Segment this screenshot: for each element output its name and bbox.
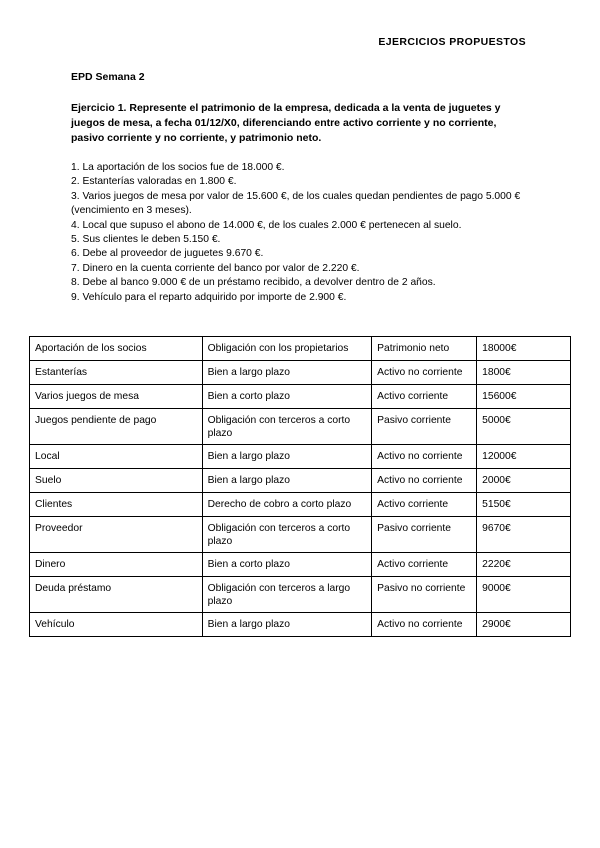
list-item: 5. Sus clientes le deben 5.150 €. <box>71 234 221 246</box>
table-cell-nature: Bien a largo plazo <box>202 445 372 469</box>
table-cell-amount: 2000€ <box>477 469 571 493</box>
list-item: 2. Estanterías valoradas en 1.800 €. <box>71 176 237 188</box>
table-cell-nature: Obligación con terceros a corto plazo <box>202 517 372 553</box>
table-cell-nature: Bien a largo plazo <box>202 361 372 385</box>
table-cell-amount: 5150€ <box>477 493 571 517</box>
table-cell-amount: 5000€ <box>477 409 571 445</box>
list-item: 3. Varios juegos de mesa por valor de 15.600 €, de los cuales quedan pendientes de pago 5.000 € (vencimiento en 3 meses). <box>71 190 521 217</box>
table-row <box>30 361 571 385</box>
table-cell-nature: Bien a largo plazo <box>202 613 372 637</box>
table-cell-classification: Activo no corriente <box>372 613 477 637</box>
table-cell-nature: Obligación con terceros a largo plazo <box>202 577 372 613</box>
table-row <box>30 409 571 445</box>
list-item: 9. Vehículo para el reparto adquirido por importe de 2.900 €. <box>71 291 347 303</box>
table-cell-classification: Pasivo corriente <box>372 409 477 445</box>
table-cell-classification: Pasivo no corriente <box>372 577 477 613</box>
table-cell-concept: Deuda préstamo <box>30 577 203 613</box>
table-cell-classification: Activo corriente <box>372 385 477 409</box>
table-row <box>30 577 571 613</box>
list-item: 4. Local que supuso el abono de 14.000 €, de los cuales 2.000 € pertenecen al suelo. <box>71 219 462 231</box>
table-cell-concept: Local <box>30 445 203 469</box>
table-cell-nature: Bien a corto plazo <box>202 553 372 577</box>
table-cell-nature: Derecho de cobro a corto plazo <box>202 493 372 517</box>
table-cell-amount: 15600€ <box>477 385 571 409</box>
table-cell-classification: Activo no corriente <box>372 361 477 385</box>
table-row <box>30 493 571 517</box>
patrimony-table <box>29 336 571 637</box>
exercise-statement: Ejercicio 1. Represente el patrimonio de la empresa, dedicada a la venta de juguetes y juegos de mesa, a fecha 01/12/X0, diferenciando entre activo corriente y no corriente, pasivo corriente y no corriente, y patrimonio neto. <box>71 102 501 144</box>
table-cell-amount: 2900€ <box>477 613 571 637</box>
page-header: EJERCICIOS PROPUESTOS <box>378 36 526 48</box>
table-cell-concept: Clientes <box>30 493 203 517</box>
table-cell-nature: Obligación con terceros a corto plazo <box>202 409 372 445</box>
table-cell-concept: Varios juegos de mesa <box>30 385 203 409</box>
table-row <box>30 613 571 637</box>
table-cell-concept: Suelo <box>30 469 203 493</box>
table-row <box>30 469 571 493</box>
table-cell-concept: Aportación de los socios <box>30 337 203 361</box>
table-row <box>30 445 571 469</box>
table-cell-amount: 1800€ <box>477 361 571 385</box>
table-cell-amount: 2220€ <box>477 553 571 577</box>
list-item: 8. Debe al banco 9.000 € de un préstamo recibido, a devolver dentro de 2 años. <box>71 277 436 289</box>
list-item: 1. La aportación de los socios fue de 18.000 €. <box>71 162 285 173</box>
table-cell-classification: Activo corriente <box>372 553 477 577</box>
exercise-items-list <box>71 161 531 305</box>
list-item: 7. Dinero en la cuenta corriente del banco por valor de 2.220 €. <box>71 262 360 274</box>
table-cell-amount: 18000€ <box>477 337 571 361</box>
table-cell-concept: Vehículo <box>30 613 203 637</box>
table-cell-classification: Activo no corriente <box>372 445 477 469</box>
table-cell-classification: Pasivo corriente <box>372 517 477 553</box>
table-cell-concept: Dinero <box>30 553 203 577</box>
table-cell-amount: 9000€ <box>477 577 571 613</box>
table-row <box>30 337 571 361</box>
table-cell-classification: Patrimonio neto <box>372 337 477 361</box>
table-cell-concept: Proveedor <box>30 517 203 553</box>
table-cell-nature: Obligación con los propietarios <box>202 337 372 361</box>
table-cell-amount: 12000€ <box>477 445 571 469</box>
table-row <box>30 553 571 577</box>
section-title: EPD Semana 2 <box>71 71 145 83</box>
table-cell-classification: Activo no corriente <box>372 469 477 493</box>
table-cell-nature: Bien a corto plazo <box>202 385 372 409</box>
table-row <box>30 385 571 409</box>
table-cell-concept: Juegos pendiente de pago <box>30 409 203 445</box>
table-cell-nature: Bien a largo plazo <box>202 469 372 493</box>
table-cell-concept: Estanterías <box>30 361 203 385</box>
list-item: 6. Debe al proveedor de juguetes 9.670 €. <box>71 248 264 260</box>
table-row <box>30 517 571 553</box>
table-cell-classification: Activo corriente <box>372 493 477 517</box>
table-cell-amount: 9670€ <box>477 517 571 553</box>
